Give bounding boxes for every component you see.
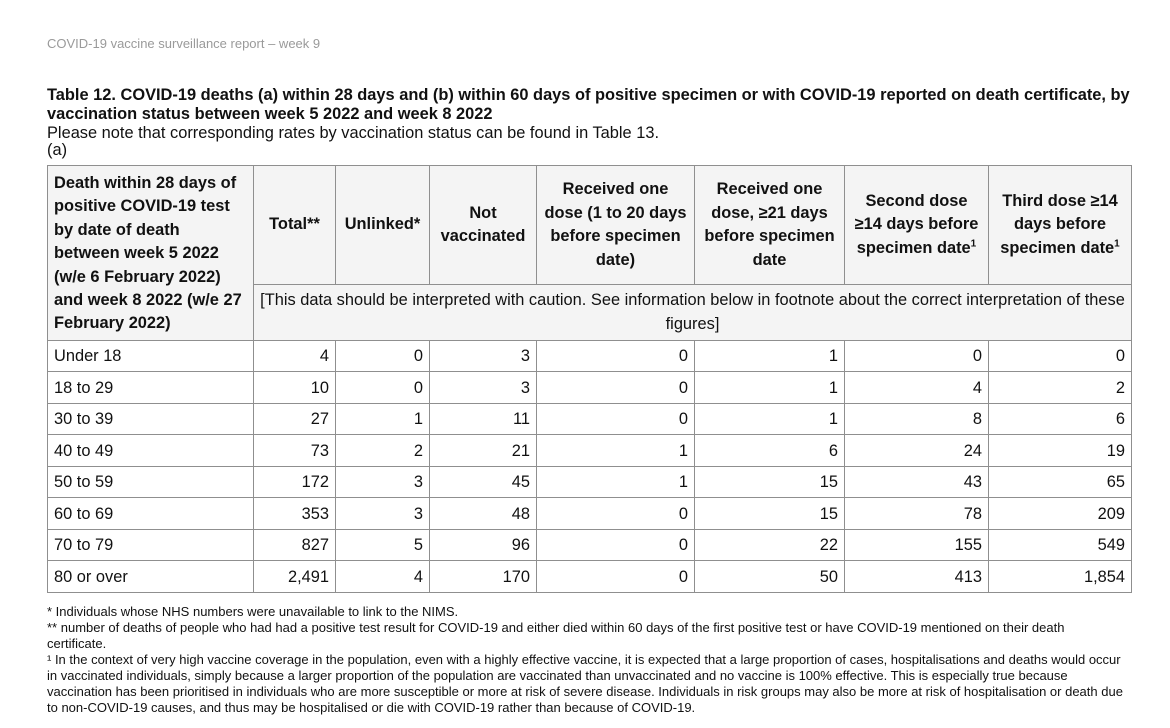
table-title: Table 12. COVID-19 deaths (a) within 28 days and (b) within 60 days of positive specimen or with COVID-19 reported on death certificate, by vaccination status between week 5 2022 and week 8 2022: [47, 86, 1130, 123]
value-cell: 22: [695, 529, 845, 561]
footnote-marker: 1: [1114, 238, 1120, 250]
value-cell: 1: [537, 466, 695, 498]
value-cell: 1: [336, 403, 430, 435]
value-cell: 0: [537, 529, 695, 561]
value-cell: 1,854: [989, 561, 1132, 593]
age-group-cell: 80 or over: [48, 561, 254, 593]
running-header: COVID-19 vaccine surveillance report – week 9: [47, 36, 321, 51]
value-cell: 21: [430, 435, 537, 467]
value-cell: 73: [254, 435, 336, 467]
value-cell: 0: [537, 403, 695, 435]
age-group-cell: 18 to 29: [48, 372, 254, 404]
value-cell: 0: [845, 340, 989, 372]
value-cell: 8: [845, 403, 989, 435]
value-cell: 155: [845, 529, 989, 561]
caution-note: [This data should be interpreted with caution. See information below in footnote about the correct interpretation of these figures]: [254, 285, 1132, 341]
column-header: [537, 166, 695, 285]
value-cell: 3: [336, 466, 430, 498]
value-cell: 4: [336, 561, 430, 593]
column-header: [695, 166, 845, 285]
value-cell: 1: [695, 403, 845, 435]
age-group-cell: 70 to 79: [48, 529, 254, 561]
value-cell: 48: [430, 498, 537, 530]
column-header: [845, 166, 989, 285]
value-cell: 2: [336, 435, 430, 467]
value-cell: 3: [430, 372, 537, 404]
value-cell: 413: [845, 561, 989, 593]
value-cell: 27: [254, 403, 336, 435]
value-cell: 3: [430, 340, 537, 372]
value-cell: 6: [695, 435, 845, 467]
column-header-label: Unlinked*: [344, 215, 421, 234]
value-cell: 0: [336, 340, 430, 372]
value-cell: 24: [845, 435, 989, 467]
table-row: [48, 529, 1132, 561]
value-cell: 827: [254, 529, 336, 561]
deaths-table: [47, 165, 1132, 593]
value-cell: 549: [989, 529, 1132, 561]
value-cell: 43: [845, 466, 989, 498]
value-cell: 78: [845, 498, 989, 530]
column-header: [254, 166, 336, 285]
value-cell: 209: [989, 498, 1132, 530]
table-row: [48, 466, 1132, 498]
value-cell: 0: [989, 340, 1132, 372]
value-cell: 4: [254, 340, 336, 372]
table-note: Please note that corresponding rates by vaccination status can be found in Table 13.: [47, 124, 660, 142]
value-cell: 2,491: [254, 561, 336, 593]
table-row: [48, 372, 1132, 404]
column-header-label: Total**: [269, 215, 320, 234]
value-cell: 0: [336, 372, 430, 404]
table-row: [48, 498, 1132, 530]
table-body: [48, 340, 1132, 592]
table-row: [48, 561, 1132, 593]
value-cell: 15: [695, 498, 845, 530]
footnote-marker: 1: [970, 238, 977, 250]
age-group-cell: Under 18: [48, 340, 254, 372]
value-cell: 0: [537, 561, 695, 593]
value-cell: 11: [430, 403, 537, 435]
age-group-cell: 40 to 49: [48, 435, 254, 467]
value-cell: 5: [336, 529, 430, 561]
table-title-block: [47, 86, 1137, 159]
value-cell: 6: [989, 403, 1132, 435]
value-cell: 1: [695, 340, 845, 372]
age-group-cell: 50 to 59: [48, 466, 254, 498]
value-cell: 353: [254, 498, 336, 530]
footnotes: [47, 604, 1127, 716]
value-cell: 15: [695, 466, 845, 498]
value-cell: 1: [537, 435, 695, 467]
value-cell: 3: [336, 498, 430, 530]
age-group-cell: 60 to 69: [48, 498, 254, 530]
value-cell: 50: [695, 561, 845, 593]
value-cell: 1: [695, 372, 845, 404]
value-cell: 0: [537, 372, 695, 404]
column-header: [989, 166, 1132, 285]
column-header-label: Third dose ≥14 days before specimen date: [1000, 191, 1118, 257]
column-header: [336, 166, 430, 285]
value-cell: 2: [989, 372, 1132, 404]
footnote-unlinked: * Individuals whose NHS numbers were unavailable to link to the NIMS.: [47, 604, 459, 619]
footnote-vaccine-coverage: ¹ In the context of very high vaccine coverage in the population, even with a highly effective vaccine, it is expected that a large proportion of cases, hospitalisations and deaths would occur in vaccinated individuals, simply because a larger proportion of the population are vaccinated than unvaccinated and no vaccine is 100% effective. This is especially true because vaccination has been prioritised in individuals who are more susceptible or more at risk of severe disease. Individuals in risk groups may also be more at risk of hospitalisation or death due to non-COVID-19 causes, and thus may be hospitalised or die with COVID-19 rather than because of COVID-19.: [47, 652, 1123, 715]
column-header-label: Not vaccinated: [440, 203, 526, 245]
column-header-label: Received one dose (1 to 20 days before specimen date): [544, 180, 687, 269]
value-cell: 19: [989, 435, 1132, 467]
value-cell: 172: [254, 466, 336, 498]
value-cell: 65: [989, 466, 1132, 498]
header-row: [48, 166, 1132, 285]
table-row: [48, 435, 1132, 467]
subsection-label: (a): [47, 141, 68, 159]
row-header-cell: Death within 28 days of positive COVID-19 test by date of death between week 5 2022 (w/e 6 February 2022) and week 8 2022 (w/e 27 February 2022): [48, 166, 254, 341]
value-cell: 45: [430, 466, 537, 498]
value-cell: 0: [537, 340, 695, 372]
value-cell: 96: [430, 529, 537, 561]
footnote-total: ** number of deaths of people who had had a positive test result for COVID-19 and either died within 60 days of the first positive test or have COVID-19 mentioned on their death certificate.: [47, 620, 1065, 651]
value-cell: 0: [537, 498, 695, 530]
value-cell: 170: [430, 561, 537, 593]
column-header-label: Received one dose, ≥21 days before specimen date: [704, 180, 835, 269]
value-cell: 10: [254, 372, 336, 404]
column-header-label: Second dose ≥14 days before specimen date: [854, 191, 979, 257]
table-row: [48, 340, 1132, 372]
table-row: [48, 403, 1132, 435]
column-header: [430, 166, 537, 285]
value-cell: 4: [845, 372, 989, 404]
age-group-cell: 30 to 39: [48, 403, 254, 435]
